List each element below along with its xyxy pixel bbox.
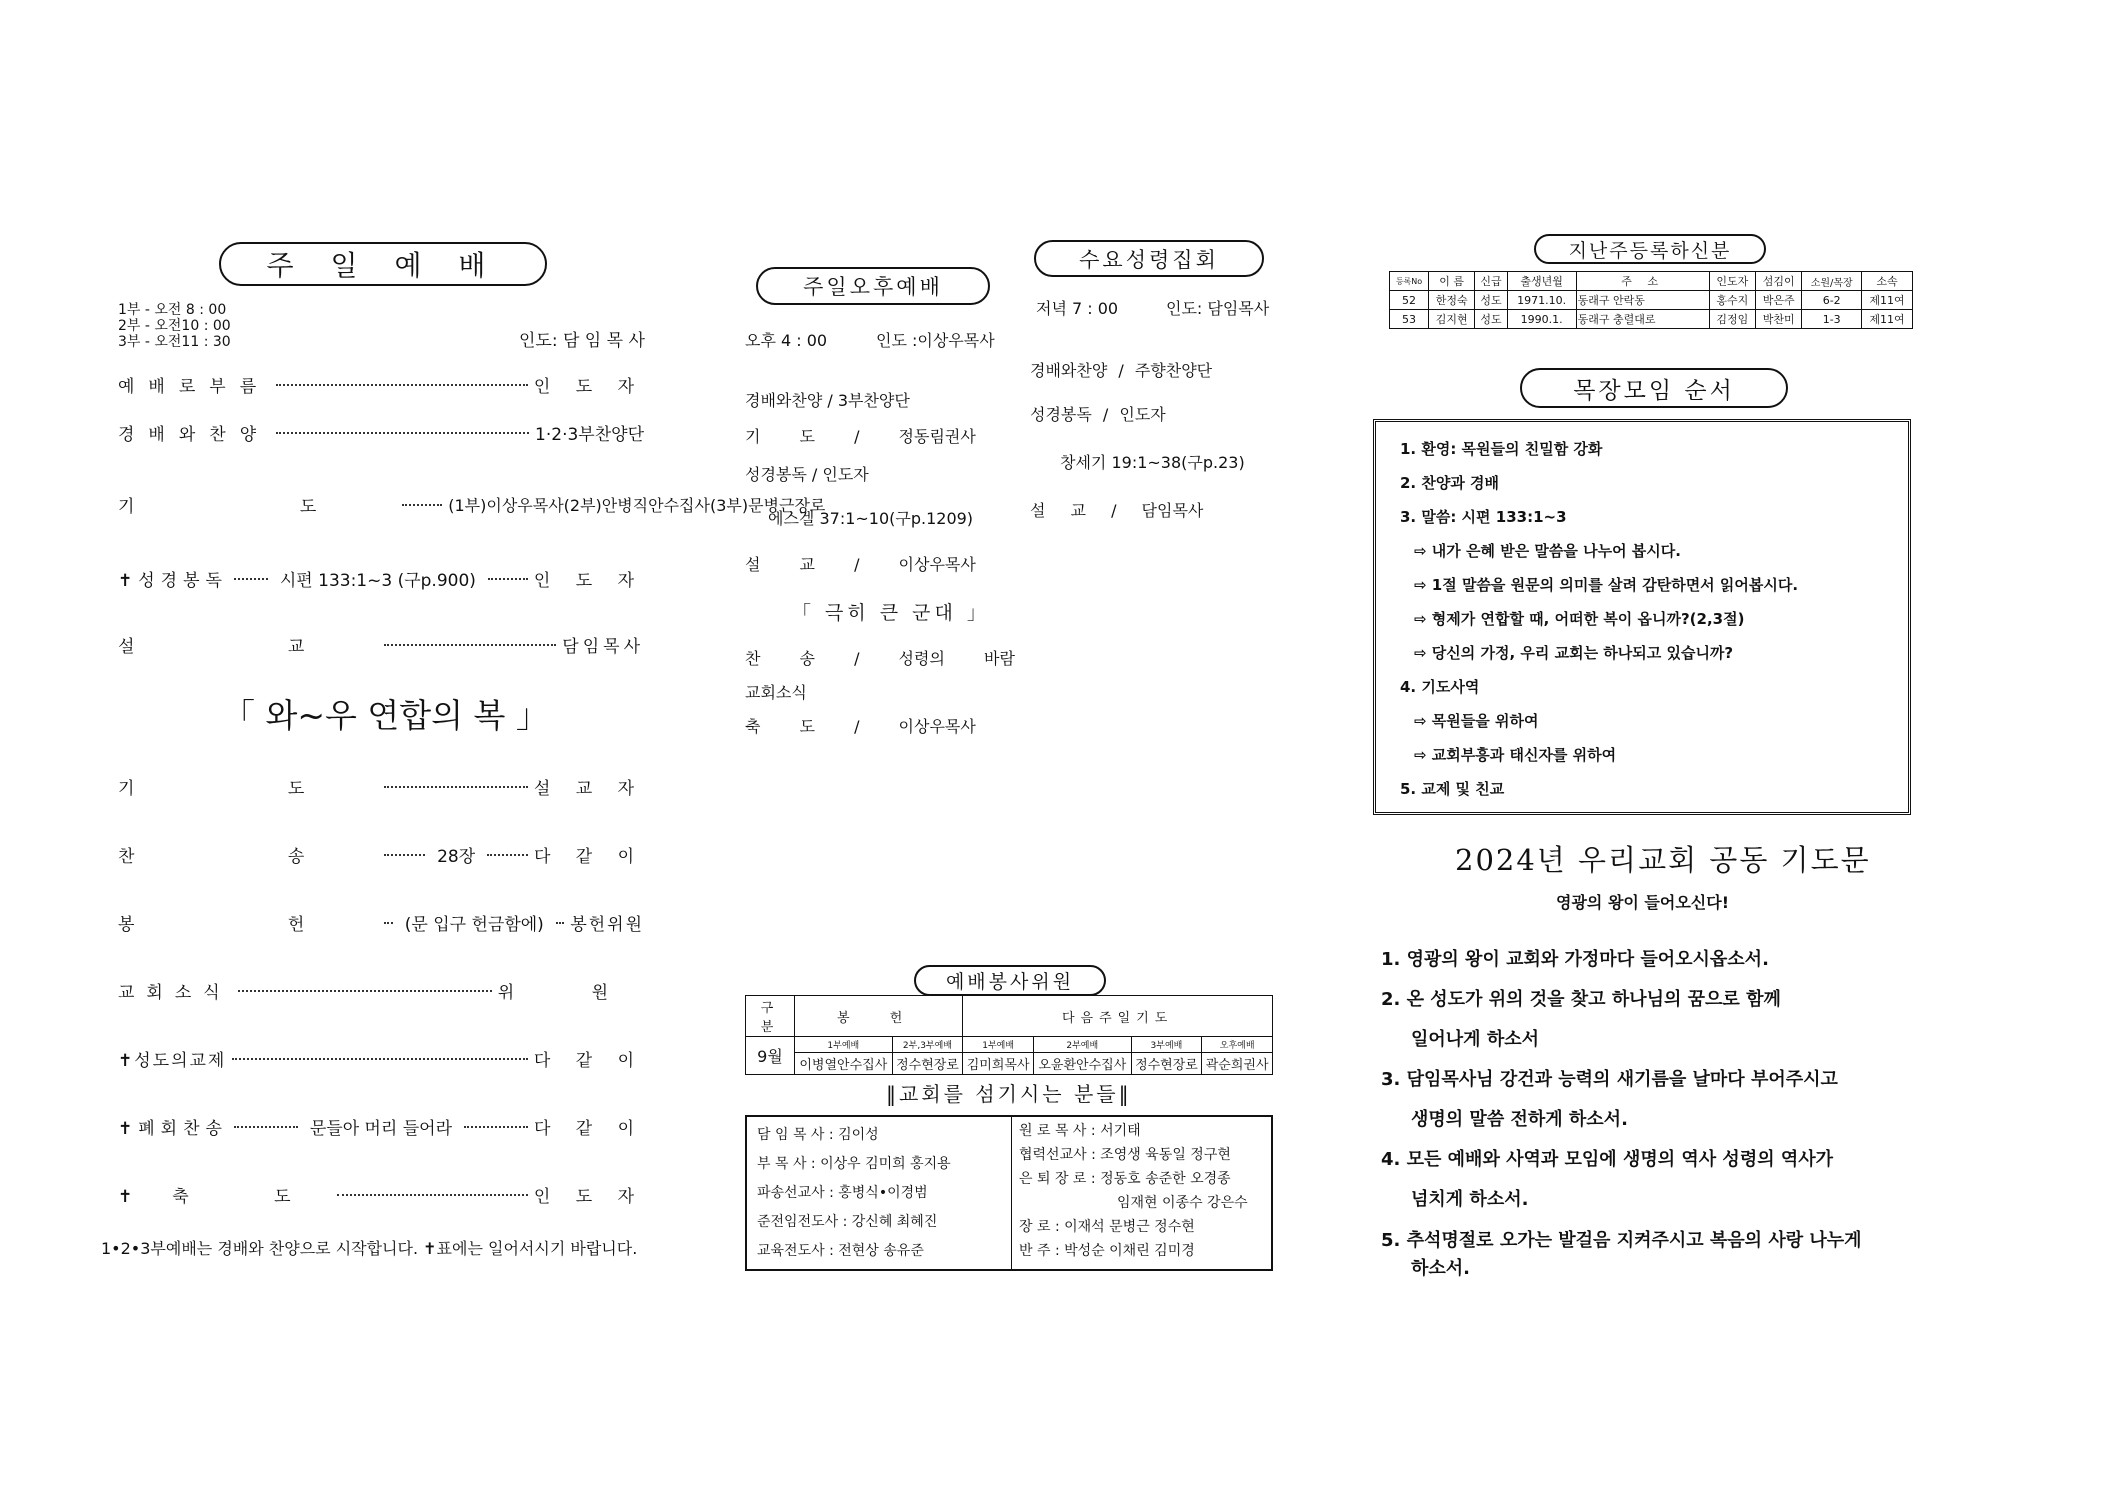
order-label: ✝폐회찬송 [118, 1119, 228, 1139]
afternoon-leader: 인도 :이상우목사 [876, 331, 995, 350]
afternoon-item: 성경봉독 / 인도자 [745, 465, 869, 484]
order-row [118, 492, 826, 517]
prayer-lines [1381, 940, 1862, 1282]
table-header: 이 름 [1428, 272, 1474, 291]
cell-meeting-item: 1. 환영: 목원들의 친밀함 강화 [1400, 440, 1603, 458]
table-cell: 52 [1390, 291, 1429, 310]
staff-names: 정동호 송준한 오경종 [1100, 1171, 1231, 1187]
table-cell: 박은주 [1755, 291, 1801, 310]
order-label: 교회소식 [118, 983, 232, 1003]
staff-role: 부 목 사 : [757, 1156, 816, 1172]
table-cell: 1-3 [1802, 310, 1862, 329]
staff-role: 담 임 목 사 : [757, 1127, 834, 1143]
staff-entry [1019, 1167, 1248, 1191]
dot-leader [402, 504, 442, 506]
staff-entry [1019, 1191, 1248, 1215]
order-label: 기 도 [118, 497, 397, 517]
prayer-line: 1. 영광의 왕이 교회와 가정마다 들어오시옵소서. [1381, 949, 1769, 970]
table-cell: 동래구 충렬대로 [1576, 310, 1709, 329]
staff-role: 반 주 : [1019, 1243, 1060, 1259]
dot-leader [384, 854, 425, 856]
order-row [118, 420, 644, 445]
wednesday-time: 저녁 7 : 00 [1036, 299, 1119, 318]
wednesday-item: 경배와찬양 / 주향찬양단 [1030, 361, 1213, 380]
dot-leader [276, 384, 528, 386]
dot-leader [384, 644, 556, 646]
afternoon-item: 경배와찬양 / 3부찬양단 [745, 391, 910, 410]
staff-title: ‖교회를 섬기시는 분들‖ [886, 1082, 1132, 1106]
cell-meeting-list [1400, 432, 1798, 806]
order-right: 위 원 [497, 983, 644, 1003]
order-middle: (문 입구 헌금함에) [404, 915, 544, 935]
cell-meeting-subitem: ⇨ 목원들을 위하여 [1414, 712, 1539, 730]
prayer-title: 2024년 우리교회 공동 기도문 [1455, 843, 1871, 877]
staff-role: 장 로 : [1019, 1219, 1060, 1235]
prayer-line: 하소서. [1411, 1258, 1471, 1279]
cell-meeting-subitem: ⇨ 1절 말씀을 원문의 의미를 살려 감탄하면서 읽어봅시다. [1414, 576, 1799, 594]
table-header: 등록No [1390, 272, 1429, 291]
dot-leader [556, 922, 565, 924]
order-label: 찬 송 [118, 847, 379, 867]
order-right: 인 도 자 [533, 1187, 644, 1207]
table-header: 신급 [1475, 272, 1507, 291]
table-header: 소원/목장 [1802, 272, 1862, 291]
registry-title-frame [1534, 234, 1766, 264]
afternoon-item: 기 도 / 정동림권사 [745, 427, 976, 446]
table-cell: 박찬미 [1755, 310, 1801, 329]
main-leader: 인도: 담 임 목 사 [519, 331, 645, 351]
table-row [746, 1053, 1273, 1075]
table-cell: 53 [1390, 310, 1429, 329]
table-subheader: 1부예배 [795, 1037, 893, 1053]
main-service-title: 주 일 예 배 [266, 249, 500, 282]
order-label: 기 도 [118, 779, 379, 799]
staff-entry [1019, 1215, 1248, 1239]
order-row [118, 910, 644, 935]
prayer-line: 4. 모든 예배와 사역과 모임에 생명의 역사 성령의 역사가 [1381, 1149, 1834, 1170]
afternoon-sermon-title: 「 극히 큰 군대 」 [792, 602, 990, 624]
cell-meeting-title-frame [1520, 368, 1788, 408]
cell-meeting-item: 5. 교제 및 친교 [1400, 780, 1505, 798]
table-cell: 정수현장로 [892, 1053, 963, 1075]
staff-names: 임재현 이종수 강은수 [1117, 1195, 1248, 1211]
wednesday-scripture: 창세기 19:1~38(구p.23) [1060, 453, 1245, 472]
table-subheader: 오후예배 [1202, 1037, 1273, 1053]
wednesday-title: 수요성령집회 [1079, 247, 1219, 272]
prayer-line: 생명의 말씀 전하게 하소서. [1411, 1109, 1628, 1130]
sermon-title: 「 와~우 연합의 복 」 [222, 696, 549, 735]
order-row [118, 842, 644, 867]
order-right: 인 도 자 [533, 377, 644, 397]
order-middle: 28장 [437, 847, 476, 867]
order-label: ✝성경봉독 [118, 571, 228, 591]
dot-leader [464, 1126, 528, 1128]
staff-names: 조영생 육동일 정구현 [1100, 1147, 1231, 1163]
staff-names: 홍병식•이경범 [838, 1185, 928, 1201]
table-cell: 성도 [1475, 310, 1507, 329]
table-cell: 제11여 [1862, 291, 1913, 310]
order-row [118, 1114, 644, 1139]
table-cell: 곽순희권사 [1202, 1053, 1273, 1075]
dot-leader [337, 1194, 528, 1196]
service-time: 2부 - 오전10 : 00 [118, 318, 231, 334]
order-middle: 문들아 머리 들어라 [309, 1119, 453, 1139]
prayer-line: 2. 온 성도가 위의 것을 찾고 하나님의 꿈으로 함께 [1381, 989, 1781, 1010]
table-cell: 한정숙 [1428, 291, 1474, 310]
registry-title: 지난주등록하신분 [1568, 239, 1732, 262]
table-header: 구 분 [746, 996, 795, 1037]
staff-names: 김이성 [838, 1127, 879, 1143]
cell-meeting-title: 목장모임 순서 [1573, 377, 1735, 404]
service-team-title-frame [914, 965, 1106, 996]
registry-table [1389, 271, 1913, 329]
staff-names: 서기태 [1100, 1123, 1141, 1139]
afternoon-item: 찬 송 / 성령의 바람 [745, 649, 1015, 668]
order-row [118, 978, 644, 1003]
staff-entry [757, 1179, 951, 1208]
afternoon-item: 축 도 / 이상우목사 [745, 717, 976, 736]
service-times [118, 302, 231, 350]
dot-leader [487, 854, 528, 856]
table-row [746, 996, 1273, 1037]
staff-entry [757, 1121, 951, 1150]
service-time: 3부 - 오전11 : 30 [118, 334, 231, 350]
table-cell: 오윤환안수집사 [1033, 1053, 1131, 1075]
table-row [1390, 272, 1913, 291]
table-cell: 동래구 안락동 [1576, 291, 1709, 310]
order-middle: (1부)이상우목사(2부)안병직안수집사(3부)문병근장로 [448, 496, 826, 515]
cell-meeting-subitem: ⇨ 내가 은혜 받은 말씀을 나누어 봅시다. [1414, 542, 1681, 560]
wednesday-item: 성경봉독 / 인도자 [1030, 405, 1166, 424]
order-right: 다 같 이 [533, 1051, 644, 1071]
cell-meeting-item: 2. 찬양과 경배 [1400, 474, 1500, 492]
afternoon-title-frame [756, 267, 990, 305]
order-label: 예배로부름 [118, 377, 271, 397]
order-row [118, 1046, 644, 1071]
staff-entry [757, 1237, 951, 1266]
order-right: 다 같 이 [533, 1119, 645, 1139]
table-cell: 이병열안수집사 [795, 1053, 893, 1075]
table-header: 소속 [1862, 272, 1913, 291]
dot-leader [234, 578, 268, 580]
table-subheader: 2부예배 [1033, 1037, 1131, 1053]
dot-leader [384, 922, 393, 924]
afternoon-scripture: 에스겔 37:1~10(구p.1209) [768, 509, 974, 528]
order-middle: 시편 133:1~3 (구p.900) [279, 571, 476, 591]
cell-meeting-item: 3. 말씀: 시편 133:1~3 [1400, 508, 1567, 526]
cell-meeting-subitem: ⇨ 당신의 가정, 우리 교회는 하나되고 있습니까? [1414, 644, 1734, 662]
prayer-line: 3. 담임목사님 강건과 능력의 새기름을 날마다 부어주시고 [1381, 1069, 1838, 1090]
staff-names: 강신혜 최혜진 [851, 1214, 938, 1230]
prayer-line: 5. 추석명절로 오가는 발걸음 지켜주시고 복음의 사랑 나누게 [1381, 1230, 1862, 1251]
order-label: ✝축 도 [118, 1187, 331, 1207]
table-subheader: 3부예배 [1131, 1037, 1202, 1053]
table-cell: 김지현 [1428, 310, 1474, 329]
staff-names: 박성순 이채린 김미경 [1064, 1243, 1195, 1259]
cell-meeting-subitem: ⇨ 교회부흥과 태신자를 위하여 [1414, 746, 1617, 764]
table-row [1390, 310, 1913, 329]
wednesday-leader: 인도: 담임목사 [1166, 299, 1270, 318]
staff-role: 교육전도사 : [757, 1243, 834, 1259]
order-right: 설 교 자 [533, 779, 644, 799]
order-right: 다 같 이 [533, 847, 645, 867]
dot-leader [384, 786, 528, 788]
staff-box [745, 1115, 1273, 1271]
wednesday-item: 설 교 / 담임목사 [1030, 501, 1204, 520]
table-cell: 제11여 [1862, 310, 1913, 329]
dot-leader [276, 432, 529, 434]
staff-divider [1011, 1117, 1012, 1271]
table-cell: 1971.10. [1507, 291, 1576, 310]
staff-entry [757, 1150, 951, 1179]
afternoon-item: 설 교 / 이상우목사 [745, 555, 976, 574]
staff-role: 은 퇴 장 로 : [1019, 1171, 1096, 1187]
footnote: 1•2•3부예배는 경배와 찬양으로 시작합니다. ✝표에는 일어서시기 바랍니다. [101, 1239, 638, 1258]
order-row [118, 774, 644, 799]
wednesday-title-frame [1034, 240, 1264, 277]
table-header: 봉 헌 [795, 996, 963, 1037]
dot-leader [238, 990, 492, 992]
order-row [118, 372, 644, 397]
staff-entry [1019, 1119, 1248, 1143]
staff-entry [757, 1208, 951, 1237]
cell-meeting-box [1373, 419, 1911, 815]
table-cell: 1990.1. [1507, 310, 1576, 329]
table-subheader: 1부예배 [963, 1037, 1034, 1053]
afternoon-time: 오후 4 : 00 [745, 331, 828, 350]
order-row [118, 1182, 644, 1207]
cell-meeting-item: 4. 기도사역 [1400, 678, 1480, 696]
main-service-title-frame [219, 242, 547, 286]
table-cell: 홍수지 [1709, 291, 1755, 310]
order-right: 1·2·3부찬양단 [535, 425, 644, 445]
order-label: 설 교 [118, 637, 379, 657]
table-cell: 정수현장로 [1131, 1053, 1202, 1075]
afternoon-item: 교회소식 [745, 683, 807, 702]
prayer-line: 일어나게 하소서 [1411, 1029, 1539, 1050]
prayer-line: 넘치게 하소서. [1411, 1189, 1529, 1210]
service-team-table [745, 995, 1273, 1075]
dot-leader [488, 578, 528, 580]
order-label: 봉 헌 [118, 915, 379, 935]
table-cell: 김정임 [1709, 310, 1755, 329]
service-time: 1부 - 오전 8 : 00 [118, 302, 227, 318]
table-cell: 6-2 [1802, 291, 1862, 310]
staff-names: 이상우 김미희 홍지용 [820, 1156, 951, 1172]
cell-meeting-subitem: ⇨ 형제가 연합할 때, 어떠한 복이 옵니까?(2,3절) [1414, 610, 1745, 628]
order-row [118, 632, 644, 657]
order-label: 경배와찬양 [118, 425, 271, 445]
staff-role: 파송선교사 : [757, 1185, 834, 1201]
order-label: ✝성도의교제 [118, 1051, 227, 1071]
table-subheader: 2부,3부예배 [892, 1037, 963, 1053]
table-cell: 성도 [1475, 291, 1507, 310]
table-cell: 9월 [746, 1037, 795, 1075]
staff-names: 전현상 송유준 [838, 1243, 924, 1259]
staff-entry [1019, 1239, 1248, 1263]
service-team-title: 예배봉사위원 [945, 971, 1075, 993]
order-right: 봉헌위원 [570, 915, 645, 935]
table-header: 다음주일기도 [963, 996, 1273, 1037]
staff-right-column [1019, 1119, 1248, 1263]
staff-role: 협력선교사 : [1019, 1147, 1096, 1163]
dot-leader [234, 1126, 298, 1128]
afternoon-title: 주일오후예배 [803, 275, 943, 299]
table-row [746, 1037, 1273, 1053]
staff-role: 원 로 목 사 : [1019, 1123, 1096, 1139]
table-row [1390, 291, 1913, 310]
dot-leader [232, 1058, 528, 1060]
order-right: 인 도 자 [533, 571, 644, 591]
staff-names: 이재석 문병근 정수현 [1064, 1219, 1195, 1235]
table-header: 주 소 [1576, 272, 1709, 291]
staff-left-column [757, 1121, 951, 1266]
table-header: 섬김이 [1755, 272, 1801, 291]
prayer-subtitle: 영광의 왕이 들어오신다! [1556, 893, 1729, 912]
staff-entry [1019, 1143, 1248, 1167]
table-header: 출생년월 [1507, 272, 1576, 291]
table-cell: 김미희목사 [963, 1053, 1034, 1075]
table-header: 인도자 [1709, 272, 1755, 291]
order-row [118, 566, 644, 591]
staff-role: 준전임전도사 : [757, 1214, 848, 1230]
order-right: 담임목사 [562, 637, 644, 657]
